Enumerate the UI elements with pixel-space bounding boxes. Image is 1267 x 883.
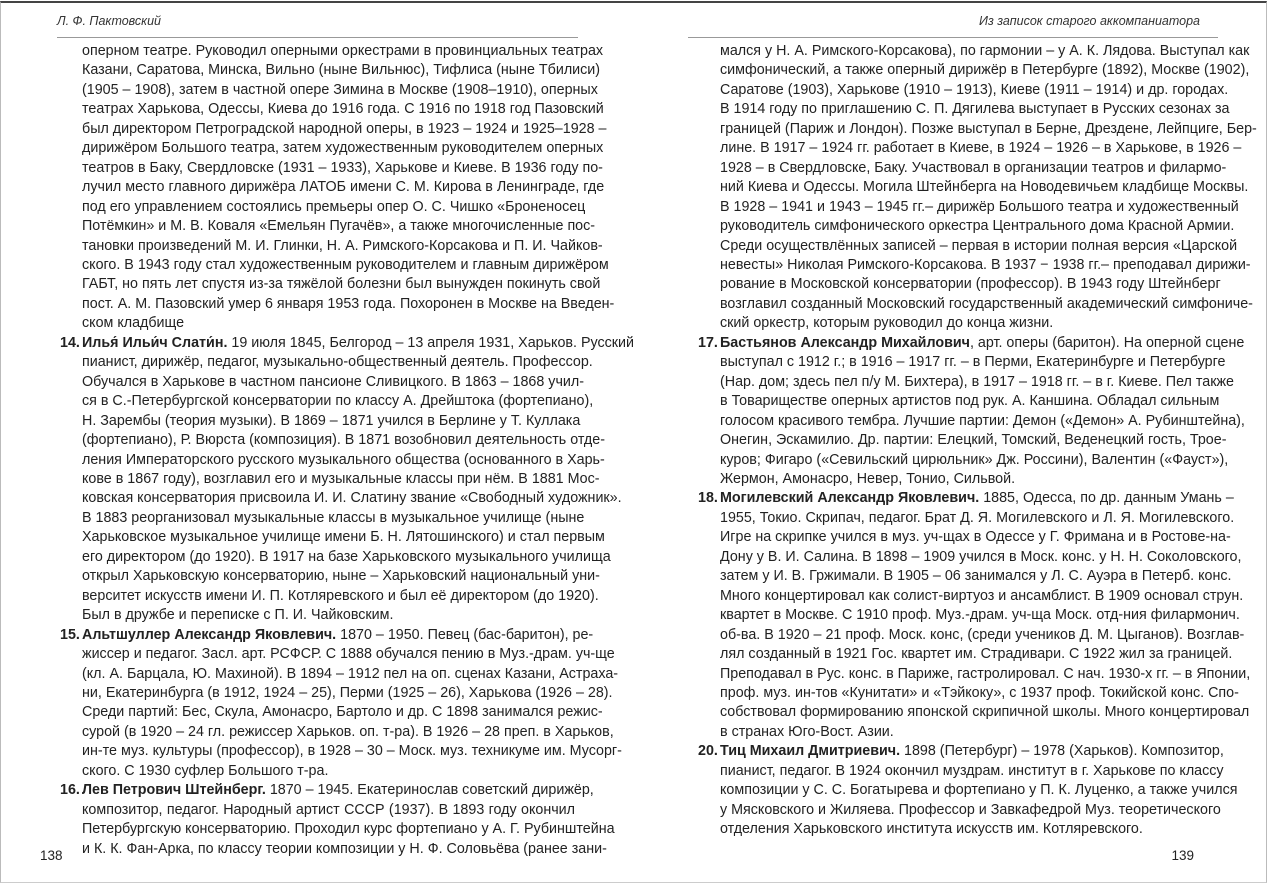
text-line: Много концертировал как солист-виртуоз и ансамблист. В 1909 основал струн. <box>720 587 1244 604</box>
text-line: дирижёром Большого театра, затем художественным руководителем оперных <box>82 140 604 157</box>
text-line: ин-те муз. культуры (профессор), в 1928 – 30 – Моск. муз. техникуме им. Мусорг- <box>82 743 622 760</box>
entry-first-line <box>60 334 635 353</box>
entry-15 <box>60 626 622 782</box>
text-line: Обучался в Харькове в частном пансионе Сливицкого. В 1863 – 1868 учил- <box>82 373 584 390</box>
text-line: Жермон, Амонасро, Невер, Тонио, Сильвой. <box>720 470 1016 487</box>
page-body <box>698 42 1257 840</box>
page-body <box>60 42 635 859</box>
page-number: 138 <box>40 848 63 863</box>
entry-14 <box>60 334 635 626</box>
entry-first-line <box>698 334 1245 353</box>
entry-text: 1898 (Петербург) – 1978 (Харьков). Композитор, <box>900 743 1224 760</box>
text-line: оперном театре. Руководил оперными оркестрами в провинциальных театрах <box>82 43 604 59</box>
entry-text: , арт. оперы (баритон). На оперной сцене <box>969 334 1245 351</box>
right-page <box>678 0 1257 882</box>
text-line: сурой (в 1920 – 24 гл. режиссер Харьков. оп. т-ра). В 1926 – 28 преп. в Харьков, <box>82 723 614 740</box>
entry-name: Бастьянов Александр Михайлович <box>720 334 970 351</box>
text-line: и К. К. Фан-Арка, по классу теории композиции у Н. Ф. Соловьёва (ранее зани- <box>82 840 607 857</box>
text-line: квартет в Москве. С 1910 проф. Муз.-драм. уч-ща Моск. отд-ния филармонич. <box>720 607 1240 624</box>
continued-paragraph <box>60 42 615 334</box>
text-line: верситет искусств имени И. П. Котляревского и был её директором (до 1920). <box>82 587 599 604</box>
entry-first-line <box>698 742 1224 761</box>
entry-name: Тиц Михаил Дмитриевич. <box>720 743 901 760</box>
text-line: Харьковское музыкальное училище имени Б. Н. Лятошинского) и стал первым <box>82 529 605 546</box>
text-line: отделения Харьковского института искусств им. Котляревского. <box>720 821 1143 838</box>
entry-number: 18. <box>698 490 718 507</box>
text-line: В 1928 – 1941 и 1943 – 1945 гг.– дирижёр Большого театра и художественный <box>720 198 1239 215</box>
text-line: театров в Баку, Свердловске (1931 – 1933), Харькове и Киеве. В 1936 году по- <box>82 159 603 176</box>
entry-text: 1885, Одесса, по др. данным Умань – <box>979 490 1234 507</box>
text-line: (1905 – 1908), затем в частной опере Зимина в Москве (1908–1910), оперных <box>82 81 598 98</box>
entry-name: Илья́ Ильи́ч Слати́н. <box>82 334 228 351</box>
text-line: пианист, дирижёр, педагог, музыкально-общественный деятель. Профессор. <box>82 354 593 371</box>
text-line: ний Киева и Одессы. Могила Штейнберга на Новодевичьем кладбище Москвы. <box>720 179 1249 196</box>
text-line: пост. А. М. Пазовский умер 6 января 1953 года. Похоронен в Москве на Введен- <box>82 295 615 312</box>
header-rule <box>57 37 578 38</box>
text-line: лине. В 1917 – 1924 гг. работает в Киеве, в 1924 – 1926 – в Харькове, в 1926 – <box>720 140 1242 157</box>
entry-text: 19 июля 1845, Белгород – 13 апреля 1931, Харьков. Русский <box>227 334 635 351</box>
entry-16 <box>60 781 615 859</box>
entry-name: Могилевский Александр Яковлевич. <box>720 490 980 507</box>
text-line: ни, Екатеринбурга (в 1912, 1924 – 25), Перми (1925 – 26), Харькова (1926 – 28). <box>82 684 613 701</box>
entry-18 <box>698 489 1251 742</box>
text-line: Среди осуществлённых записей – первая в истории полная версия «Царской <box>720 237 1238 254</box>
text-line: возглавил созданный Московский государственный академический симфониче- <box>720 295 1253 312</box>
entry-number: 14. <box>60 334 80 351</box>
entry-first-line <box>698 489 1234 508</box>
text-line: 1955, Токио. Скрипач, педагог. Брат Д. Я. Могилевского и Л. Я. Могилевского. <box>720 509 1235 526</box>
text-line: кове в 1867 году), возглавил его и музыкальные классы при нём. В 1881 Мос- <box>82 470 600 487</box>
text-line: ский оркестр, которым руководил до конца жизни. <box>720 315 1054 332</box>
continued-paragraph <box>698 42 1257 334</box>
text-line: ском кладбище <box>82 315 185 332</box>
page-number: 139 <box>1171 848 1194 863</box>
text-line: в Товариществе оперных артистов под рук. А. Каншина. Обладал сильным <box>720 393 1220 410</box>
text-line: симфонический, а также оперный дирижёр в Петербурге (1892), Москве (1902), <box>720 62 1250 79</box>
text-line: В 1883 реорганизовал музыкальные классы в музыкальное училище (ныне <box>82 509 585 526</box>
text-line: тановки произведений М. И. Глинки, Н. А. Римского-Корсакова и П. И. Чайков- <box>82 237 603 254</box>
text-line: лял созданный в 1921 Гос. квартет им. Страдивари. С 1922 жил за границей. <box>720 646 1233 663</box>
text-line: В 1914 году по приглашению С. П. Дягилева выступает в Русских сезонах за <box>720 101 1230 118</box>
text-line: Дону у В. И. Салина. В 1898 – 1909 учился в Моск. конс. у Н. Н. Соколовского, <box>720 548 1242 565</box>
text-line: Был в дружбе и переписке с П. И. Чайковским. <box>82 607 394 624</box>
text-line: мался у Н. А. Римского-Корсакова), по гармонии – у А. К. Лядова. Выступал как <box>720 43 1250 59</box>
text-line: его директором (до 1920). В 1917 на базе Харьковского музыкального училища <box>82 548 611 565</box>
running-head-title: Из записок старого аккомпаниатора <box>979 14 1200 28</box>
text-line: Среди партий: Бес, Скула, Амонасро, Бартоло и др. С 1898 занимался режис- <box>82 704 603 721</box>
text-line: открыл Харьковскую консерваторию, ныне – Харьковский национальный уни- <box>82 568 600 585</box>
text-line: был директором Петроградской народной оперы, в 1923 – 1924 и 1925–1928 – <box>82 120 607 137</box>
text-line: Игре на скрипке учился в муз. уч-щах в Одессе у Г. Фримана и в Ростове-на- <box>720 529 1231 546</box>
text-line: Н. Зарембы (теория музыки). В 1869 – 1871 учился в Берлине у Т. Куллака <box>82 412 581 429</box>
text-line: Казани, Саратова, Минска, Вильно (ныне Вильнюс), Тифлиса (ныне Тбилиси) <box>82 62 601 79</box>
text-line: ского. С 1930 суфлер Большого т-ра. <box>82 762 329 779</box>
entry-20 <box>698 742 1238 839</box>
text-line: 1928 – в Свердловске, Баку. Участвовал в организации театров и филармо- <box>720 159 1227 176</box>
text-line: (кл. А. Барцала, Ю. Махиной). В 1894 – 1912 пел на оп. сценах Казани, Астраха- <box>82 665 619 682</box>
text-line: под его управлением состоялись премьеры опер О. С. Чишко «Броненосец <box>82 198 586 215</box>
text-line: Потёмкин» и М. В. Коваля «Емельян Пугачёв», а также многочисленные пос- <box>82 218 596 235</box>
text-line: невесты» Николая Римского-Корсакова. В 1937 − 1938 гг.– преподавал дирижи- <box>720 256 1251 273</box>
text-line: у Мясковского и Жиляева. Профессор и Завкафедрой Муз. теоретического <box>720 801 1221 818</box>
entry-number: 20. <box>698 743 718 760</box>
entry-first-line <box>60 781 594 800</box>
text-line: в странах Юго-Вост. Азии. <box>720 723 894 740</box>
text-line: голосом красивого тембра. Лучшие партии: Демон («Демон» А. Рубинштейна), <box>720 412 1245 429</box>
text-line: композитор, педагог. Народный артист СССР (1937). В 1893 году окончил <box>82 801 575 818</box>
text-line: собствовал формированию японской скрипичной школы. Много концертировал <box>720 704 1250 721</box>
entry-number: 17. <box>698 334 718 351</box>
text-line: руководитель симфонического оркестра Центрального дома Красной Армии. <box>720 218 1235 235</box>
text-line: Онегин, Эскамилио. Др. партии: Елецкий, Томский, Веденецкий гость, Трое- <box>720 432 1227 449</box>
text-line: ГАБТ, но пять лет спустя из-за тяжёлой болезни был вынужден покинуть свой <box>82 276 601 293</box>
entry-name: Лев Петрович Штейнберг. <box>82 782 266 799</box>
text-line: проф. муз. ин-тов «Кунитати» и «Тэйкоку», с 1937 проф. Токийской конс. Спо- <box>720 684 1239 701</box>
text-line: затем у И. В. Гржимали. В 1905 – 06 занимался у Л. С. Ауэра в Петерб. конс. <box>720 568 1232 585</box>
text-line: границей (Париж и Лондон). Позже выступал в Берне, Дрездене, Лейпциге, Бер- <box>720 120 1257 137</box>
text-line: об-ва. В 1920 – 21 проф. Моск. конс, (среди учеников Д. М. Цыганов). Возглав- <box>720 626 1245 643</box>
entry-17 <box>698 334 1245 490</box>
entry-number: 16. <box>60 782 80 799</box>
text-line: ся в С.-Петербургской консерватории по классу А. Дрейштока (фортепиано), <box>82 393 594 410</box>
header-rule <box>688 37 1218 38</box>
text-line: Саратове (1903), Харькове (1910 – 1913), Киеве (1911 – 1914) и др. городах. <box>720 81 1229 98</box>
text-line: пианист, педагог. В 1924 окончил муздрам. институт в г. Харькове по классу <box>720 762 1224 779</box>
text-line: рование в Московской консерватории (профессор). В 1943 году Штейнберг <box>720 276 1221 293</box>
text-line: (Нар. дом; здесь пел п/у М. Бихтера), в 1917 – 1918 гг. – в г. Киеве. Пел также <box>720 373 1234 390</box>
entry-first-line <box>60 626 594 645</box>
text-line: композиции у С. С. Богатырева и фортепиано у П. К. Луценко, а также учился <box>720 782 1238 799</box>
text-line: Петербургскую консерваторию. Проходил курс фортепиано у А. Г. Рубинштейна <box>82 821 615 838</box>
text-line: театрах Харькова, Одессы, Киева до 1916 года. С 1916 по 1918 год Пазовский <box>82 101 604 118</box>
entry-text: 1870 – 1945. Екатеринослав советский дирижёр, <box>265 782 594 799</box>
text-line: выступал с 1912 г.; в 1916 – 1917 гг. – в Перми, Екатеринбурге и Петербурге <box>720 354 1226 371</box>
text-line: ского. В 1943 году стал художественным руководителем и главным дирижёром <box>82 256 609 273</box>
left-page <box>40 0 635 882</box>
text-line: куров; Фигаро («Севильский цирюльник» Дж. Россини), Валентин («Фауст»), <box>720 451 1229 468</box>
text-line: лучил место главного дирижёра ЛАТОБ имени С. М. Кирова в Ленинграде, где <box>82 179 605 196</box>
text-line: ления Императорского русского музыкального общества (основанного в Харь- <box>82 451 605 468</box>
entry-name: Альтшуллер Александр Яковлевич. <box>82 626 337 643</box>
text-line: ковская консерватория присвоила И. И. Слатину звание «Свободный художник». <box>82 490 622 507</box>
entry-number: 15. <box>60 626 80 643</box>
text-line: (фортепиано), Р. Вюрста (композиция). В 1871 возобновил деятельность отде- <box>82 432 605 449</box>
text-line: жиссер и педагог. Засл. арт. РСФСР. С 1888 обучался пению в Муз.-драм. уч-ще <box>82 646 615 663</box>
entry-text: 1870 – 1950. Певец (бас-баритон), ре- <box>336 626 594 643</box>
running-head-author: Л. Ф. Пактовский <box>57 14 161 28</box>
text-line: Преподавал в Рус. конс. в Париже, гастролировал. С нач. 1930-х гг. – в Японии, <box>720 665 1251 682</box>
